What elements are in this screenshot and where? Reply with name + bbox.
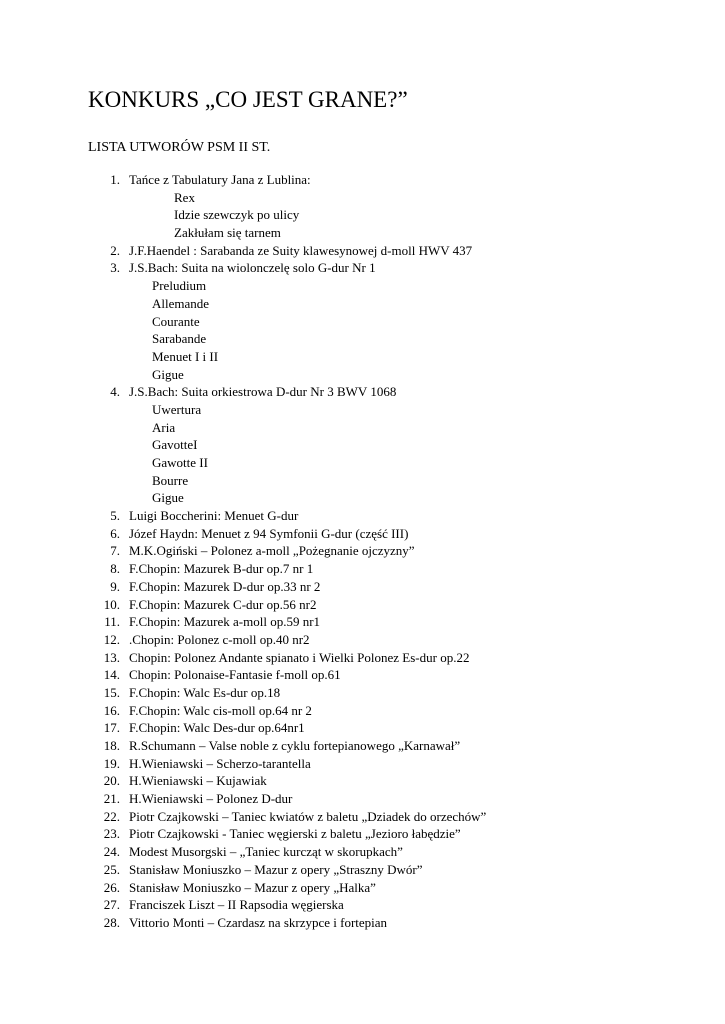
list-item [0, 843, 725, 861]
list-item-text: Chopin: Polonez Andante spianato i Wielki Polonez Es-dur op.22 [129, 649, 470, 665]
document-subtitle: LISTA UTWORÓW PSM II ST. [88, 140, 271, 155]
list-item-text: H.Wieniawski – Kujawiak [129, 773, 267, 789]
list-item [0, 560, 725, 578]
list-item-number: 22. [103, 808, 120, 824]
list-item-number: 16. [103, 702, 120, 718]
list-subitem-text: Bourre [152, 472, 189, 488]
list-item-text: F.Chopin: Walc cis-moll op.64 nr 2 [129, 702, 312, 718]
list-item-text: Piotr Czajkowski - Taniec węgierski z baletu „Jezioro łabędzie” [129, 826, 461, 842]
list-subitem [0, 489, 725, 507]
list-item [0, 383, 725, 401]
list-subitem [0, 295, 725, 313]
list-item [0, 737, 725, 755]
list-item-text: Modest Musorgski – „Taniec kurcząt w skorupkach” [129, 844, 403, 860]
list-item-number: 23. [103, 826, 120, 842]
list-item [0, 613, 725, 631]
list-subitem [0, 401, 725, 419]
list-subitem-text: Idzie szewczyk po ulicy [174, 207, 300, 223]
list-item-number: 6. [110, 525, 120, 541]
list-item-text: F.Chopin: Walc Es-dur op.18 [129, 684, 281, 700]
list-subitem [0, 206, 725, 224]
list-item [0, 684, 725, 702]
list-item [0, 542, 725, 560]
list-item [0, 825, 725, 843]
list-item-text: H.Wieniawski – Polonez D-dur [129, 791, 293, 807]
list-item-number: 28. [103, 914, 120, 930]
list-item-number: 2. [110, 242, 120, 258]
list-item-text: R.Schumann – Valse noble z cyklu fortepianowego „Karnawał” [129, 738, 461, 753]
list-subitem [0, 366, 725, 384]
list-item-text: Stanisław Moniuszko – Mazur z opery „Halka” [129, 879, 376, 895]
list-item [0, 702, 725, 720]
list-subitem-text: Preludium [152, 278, 207, 294]
list-subitem-text: Sarabande [152, 331, 207, 347]
list-item-text: Piotr Czajkowski – Taniec kwiatów z baletu „Dziadek do orzechów” [129, 808, 487, 824]
list-item-number: 12. [103, 631, 120, 647]
list-item [0, 242, 725, 260]
list-subitem [0, 313, 725, 331]
list-item-text: Józef Haydn: Menuet z 94 Symfonii G-dur (część III) [129, 525, 409, 541]
list-item [0, 879, 725, 897]
list-subitem-text: Gawotte II [152, 455, 208, 470]
list-item-number: 18. [103, 738, 120, 753]
list-item-text: J.S.Bach: Suita orkiestrowa D-dur Nr 3 BWV 1068 [129, 384, 397, 400]
list-item-number: 1. [110, 172, 120, 187]
list-item [0, 507, 725, 525]
list-item-number: 19. [103, 755, 120, 771]
list-item-text: Franciszek Liszt – II Rapsodia węgierska [129, 897, 344, 913]
list-item [0, 896, 725, 914]
list-item [0, 914, 725, 932]
list-item-number: 15. [103, 684, 120, 700]
list-item-number: 27. [103, 897, 120, 913]
list-subitem [0, 454, 725, 472]
list-item-text: F.Chopin: Walc Des-dur op.64nr1 [129, 720, 305, 736]
list-item-text: Luigi Boccherini: Menuet G-dur [129, 508, 299, 524]
list-item-number: 24. [103, 844, 120, 860]
list-item-text: J.F.Haendel : Sarabanda ze Suity klawesynowej d-moll HWV 437 [129, 242, 473, 258]
list-item [0, 525, 725, 543]
list-item-text: F.Chopin: Mazurek D-dur op.33 nr 2 [129, 578, 321, 594]
list-item-number: 21. [103, 791, 120, 807]
list-item-text: J.S.Bach: Suita na wiolonczelę solo G-dur Nr 1 [129, 260, 376, 276]
list-item [0, 861, 725, 879]
list-item-number: 26. [103, 879, 120, 895]
list-item [0, 259, 725, 277]
list-item [0, 596, 725, 614]
list-subitem-text: Uwertura [152, 401, 202, 417]
list-subitem-text: Courante [152, 313, 200, 329]
list-item-number: 13. [103, 649, 120, 665]
list-item-text: M.K.Ogiński – Polonez a-moll „Pożegnanie ojczyzny” [129, 543, 415, 559]
list-subitem [0, 277, 725, 295]
list-item [0, 649, 725, 667]
list-item-text: Stanisław Moniuszko – Mazur z opery „Straszny Dwór” [129, 861, 423, 877]
list-item-number: 14. [103, 667, 120, 683]
list-subitem [0, 189, 725, 207]
list-subitem [0, 472, 725, 490]
list-item [0, 719, 725, 737]
list-item-text: H.Wieniawski – Scherzo-tarantella [129, 755, 311, 771]
list-subitem [0, 436, 725, 454]
list-item [0, 808, 725, 826]
list-subitem [0, 330, 725, 348]
list-item [0, 772, 725, 790]
work-list [0, 171, 725, 932]
list-item-number: 7. [110, 543, 120, 559]
list-item-number: 11. [104, 614, 120, 630]
list-item [0, 171, 725, 189]
document-title: KONKURS „CO JEST GRANE?” [88, 87, 408, 112]
list-subitem-text: Menuet I i II [152, 348, 219, 364]
list-item-text: .Chopin: Polonez c-moll op.40 nr2 [129, 631, 310, 647]
list-subitem-text: Allemande [152, 295, 210, 311]
list-item-number: 10. [103, 596, 120, 612]
list-item-text: Chopin: Polonaise-Fantasie f-moll op.61 [129, 667, 341, 683]
list-item-number: 8. [110, 561, 120, 577]
list-item-number: 4. [110, 384, 120, 400]
list-item [0, 578, 725, 596]
list-subitem-text: Gigue [152, 490, 184, 506]
list-item [0, 790, 725, 808]
list-item-text: F.Chopin: Mazurek B-dur op.7 nr 1 [129, 561, 314, 577]
list-item-number: 5. [110, 508, 120, 524]
list-item-number: 9. [110, 578, 120, 594]
list-item-number: 17. [103, 720, 120, 736]
list-item [0, 666, 725, 684]
list-subitem-text: Gigue [152, 366, 184, 382]
list-subitem-text: Zakłułam się tarnem [174, 225, 281, 241]
list-subitem-text: GavotteI [152, 437, 198, 453]
list-subitem [0, 348, 725, 366]
list-item-number: 25. [103, 861, 120, 877]
list-item [0, 631, 725, 649]
list-item-number: 3. [110, 260, 120, 276]
list-item-text: Vittorio Monti – Czardasz na skrzypce i fortepian [129, 914, 388, 930]
list-item-text: F.Chopin: Mazurek a-moll op.59 nr1 [129, 614, 321, 630]
list-item [0, 755, 725, 773]
list-item-number: 20. [103, 773, 120, 789]
list-item-text: F.Chopin: Mazurek C-dur op.56 nr2 [129, 596, 317, 612]
list-subitem [0, 224, 725, 242]
list-item-text: Tańce z Tabulatury Jana z Lublina: [129, 172, 311, 187]
list-subitem [0, 419, 725, 437]
list-subitem-text: Rex [174, 189, 195, 205]
list-subitem-text: Aria [152, 419, 176, 435]
